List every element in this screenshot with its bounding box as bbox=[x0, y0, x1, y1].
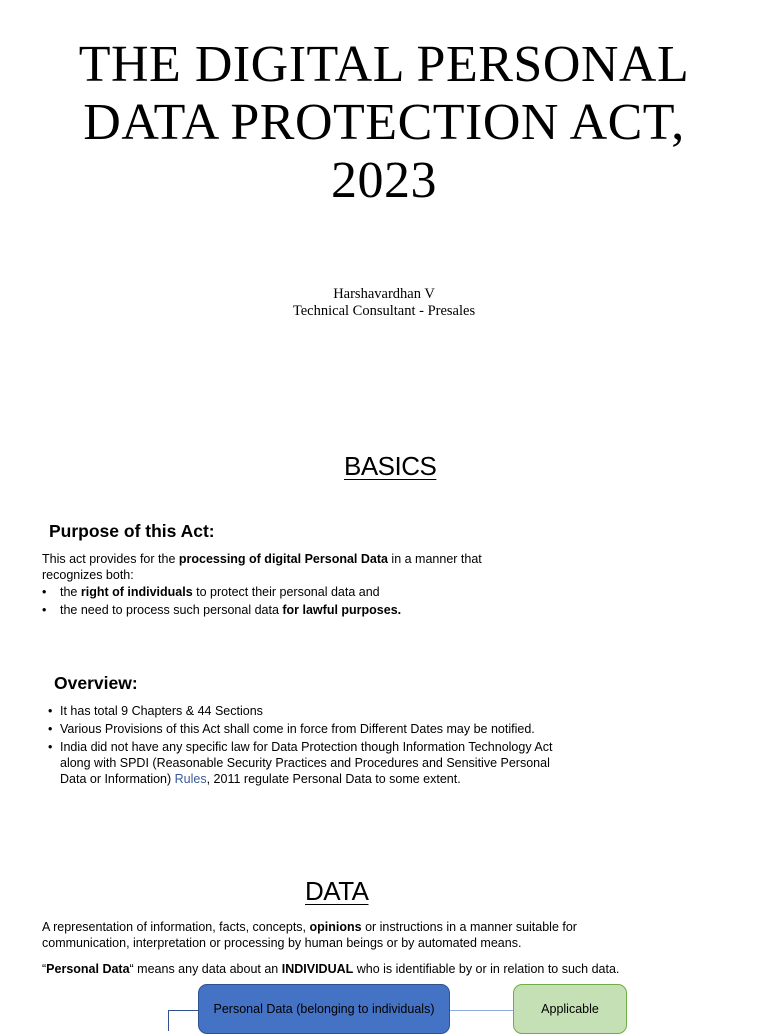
list-item-bold: right of individuals bbox=[80, 585, 193, 599]
purpose-intro-pre: This act provides for the bbox=[42, 552, 179, 566]
purpose-intro-bold: processing of digital Personal Data bbox=[178, 552, 388, 566]
personal-data-term: Personal Data bbox=[46, 962, 130, 976]
list-item-text: the bbox=[60, 585, 81, 599]
list-item-text: It has total 9 Chapters & 44 Sections bbox=[60, 704, 263, 718]
list-item-text bbox=[60, 739, 578, 787]
purpose-heading: Purpose of this Act: bbox=[49, 521, 215, 541]
personal-data-box-label: Personal Data (belonging to individuals) bbox=[213, 1002, 435, 1016]
basics-heading: BASICS bbox=[344, 451, 437, 481]
rules-link[interactable]: Rules bbox=[174, 772, 207, 786]
bullet-icon: • bbox=[48, 704, 53, 718]
author-role: Technical Consultant - Presales bbox=[292, 303, 476, 319]
personal-def-post: who is identifiable by or in relation to such data. bbox=[353, 962, 620, 976]
data-definition-pre: A representation of information, facts, concepts, bbox=[42, 920, 310, 934]
list-item-bold: for lawful purposes. bbox=[282, 603, 402, 617]
title-line-1: THE DIGITAL PERSONAL bbox=[78, 36, 690, 93]
individual-term: INDIVIDUAL bbox=[281, 962, 354, 976]
list-item bbox=[42, 602, 522, 620]
overview-item3-pre: India did not have any specific law for Data Protection though Information Technology Act along with SPDI (Reasonable Security Practices and Procedures and Sensitive Personal Data or Information) bbox=[60, 740, 553, 786]
list-item bbox=[48, 721, 578, 737]
list-item-text: the need to process such personal data bbox=[60, 603, 283, 617]
personal-data-definition bbox=[42, 961, 692, 977]
overview-list bbox=[48, 703, 578, 789]
diagram-connector bbox=[450, 1010, 513, 1011]
author-block bbox=[0, 286, 768, 320]
overview-heading: Overview: bbox=[54, 673, 138, 693]
personal-def-mid: “ means any data about an bbox=[129, 962, 282, 976]
data-heading: DATA bbox=[305, 876, 369, 906]
diagram-connector-left bbox=[168, 1010, 199, 1031]
open-quote: “ bbox=[42, 962, 47, 976]
list-item bbox=[48, 703, 578, 719]
bullet-icon: • bbox=[48, 740, 53, 754]
list-item bbox=[42, 584, 522, 602]
title-line-3: 2023 bbox=[331, 152, 437, 209]
data-definition-bold: opinions bbox=[309, 920, 362, 934]
list-item bbox=[48, 739, 578, 787]
purpose-intro-post: in a manner that recognizes both: bbox=[42, 552, 482, 582]
title-line-2: DATA PROTECTION ACT, bbox=[83, 94, 685, 151]
author-name: Harshavardhan V bbox=[333, 286, 435, 302]
list-item-text: Various Provisions of this Act shall come in force from Different Dates may be notified. bbox=[60, 722, 535, 736]
purpose-list bbox=[42, 584, 522, 620]
purpose-intro bbox=[42, 551, 512, 583]
bullet-icon: • bbox=[42, 603, 47, 617]
overview-item3-post: , 2011 regulate Personal Data to some extent. bbox=[206, 772, 461, 786]
bullet-icon: • bbox=[42, 585, 47, 599]
bullet-icon: • bbox=[48, 722, 53, 736]
data-definition bbox=[42, 919, 662, 951]
data-definition-post: or instructions in a manner suitable for communication, interpretation or processing by human beings or by automated means. bbox=[42, 920, 577, 950]
document-title bbox=[0, 36, 768, 210]
list-item-text: to protect their personal data and bbox=[192, 585, 380, 599]
applicable-box-label: Applicable bbox=[541, 1002, 599, 1016]
